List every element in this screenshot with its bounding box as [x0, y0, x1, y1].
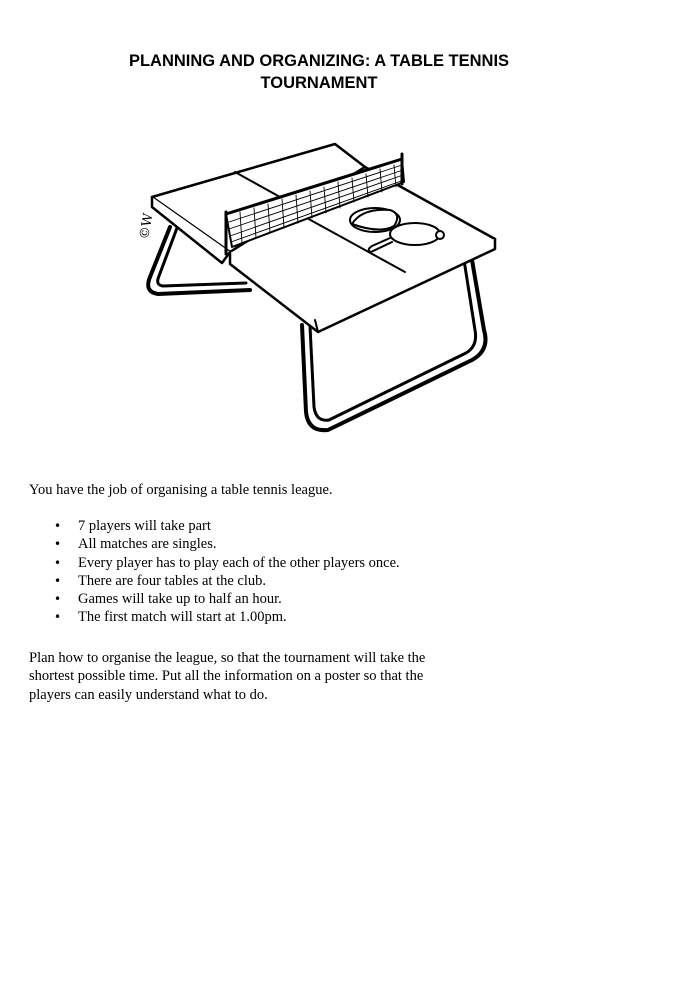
intro-text: You have the job of organising a table tennis league.	[29, 482, 333, 498]
requirements-list	[28, 517, 628, 627]
bullet-icon: •	[54, 610, 62, 625]
list-item: • There are four tables at the club.	[54, 572, 267, 589]
bullet-icon: •	[54, 519, 62, 533]
title-line-2: TOURNAMENT	[260, 74, 378, 92]
list-item: • 7 players will take part	[54, 518, 211, 534]
page-title	[0, 50, 638, 94]
title-line-1: PLANNING AND ORGANIZING: A TABLE TENNIS	[128, 52, 510, 70]
artist-signature: ©W	[137, 212, 157, 241]
task-instructions	[29, 649, 529, 704]
bullet-icon: •	[54, 555, 62, 570]
bullet-icon: •	[54, 592, 62, 607]
list-item: • The first match will start at 1.00pm.	[54, 609, 287, 626]
list-item: • Every player has to play each of the other players once.	[54, 554, 400, 571]
table-tennis-table-illustration	[130, 142, 510, 442]
task-line: players can easily understand what to do.	[29, 686, 268, 703]
bullet-icon: •	[54, 537, 62, 552]
bullet-icon: •	[54, 573, 62, 588]
task-line: Plan how to organise the league, so that the tournament will take the	[29, 650, 426, 666]
list-item: • Games will take up to half an hour.	[54, 591, 282, 608]
task-line: shortest possible time. Put all the information on a poster so that the	[29, 668, 424, 685]
list-item: • All matches are singles.	[54, 536, 217, 553]
